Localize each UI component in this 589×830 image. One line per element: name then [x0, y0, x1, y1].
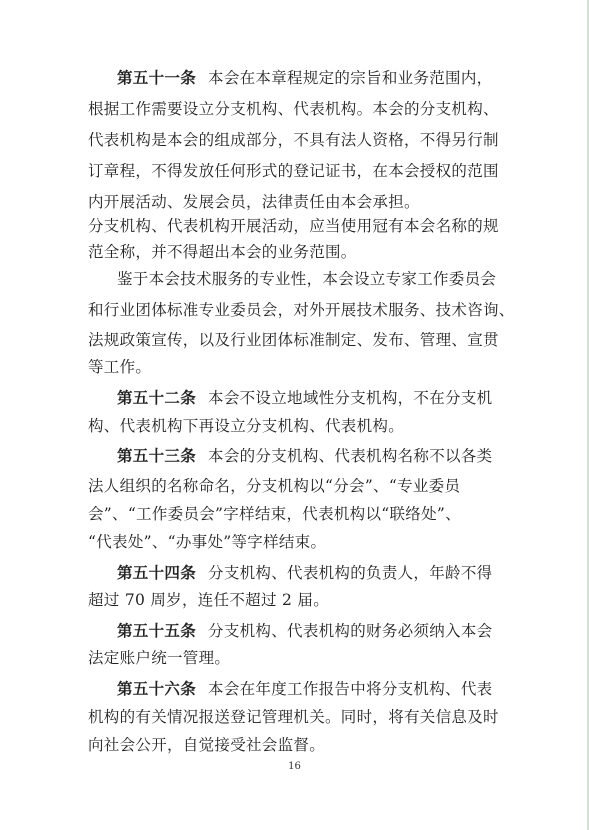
article-54-first-line	[117, 561, 492, 585]
text-line: 和行业团体标准专业委员会，对外开展技术服务、技术咨询、	[88, 301, 515, 319]
text-line: 向社会公开，自觉接受社会监督。	[88, 736, 326, 754]
text-line: 鉴于本会技术服务的专业性，本会设立专家工作委员会	[117, 270, 497, 288]
article-51-first-line	[117, 66, 492, 90]
article-53-first-line	[117, 444, 492, 468]
article-text: 分支机构、代表机构的负责人，年龄不得	[208, 564, 493, 582]
article-heading: 第五十三条	[117, 447, 197, 465]
text-line: 法人组织的名称命名，分支机构以“分会”、“专业委员	[88, 477, 461, 495]
text-line: 范全称，并不得超出本会的业务范围。	[88, 243, 357, 261]
text-line: 机构的有关情况报送登记管理机关。同时，将有关信息及时	[88, 708, 499, 726]
article-heading: 第五十五条	[117, 622, 197, 640]
text-line: “代表处”、“办事处”等字样结束。	[88, 533, 327, 551]
text-line: 代表机构是本会的组成部分，不具有法人资格，不得另行制	[88, 131, 499, 149]
article-heading: 第五十四条	[117, 564, 197, 582]
text-line: 法规政策宣传，以及行业团体标准制定、发布、管理、宣贯	[88, 331, 499, 349]
article-heading: 第五十一条	[117, 69, 197, 87]
text-line: 构、代表机构下再设立分支机构、代表机构。	[88, 417, 405, 435]
article-text: 本会在年度工作报告中将分支机构、代表	[208, 680, 493, 698]
text-line: 超过 70 周岁，连任不超过 2 届。	[88, 591, 329, 609]
text-line: 分支机构、代表机构开展活动，应当使用冠有本会名称的规	[88, 217, 499, 235]
article-heading: 第五十六条	[117, 680, 197, 698]
text-line: 订章程，不得发放任何形式的登记证书，在本会授权的范围	[88, 162, 499, 180]
article-text: 本会不设立地域性分支机构，不在分支机	[208, 389, 493, 407]
text-line: 法定账户统一管理。	[88, 649, 231, 667]
article-text: 本会在本章程规定的宗旨和业务范围内，	[208, 69, 493, 87]
article-56-first-line	[117, 677, 492, 701]
text-line: 会”、“工作委员会”字样结束，代表机构以“联络处”、	[88, 505, 461, 523]
article-text: 分支机构、代表机构的财务必须纳入本会	[208, 622, 493, 640]
article-text: 本会的分支机构、代表机构名称不以各类	[208, 447, 493, 465]
page-number: 16	[288, 761, 301, 772]
article-55-first-line	[117, 619, 492, 643]
text-line: 根据工作需要设立分支机构、代表机构。本会的分支机构、	[88, 100, 499, 118]
text-line: 等工作。	[88, 358, 152, 376]
article-52-first-line	[117, 386, 492, 410]
article-heading: 第五十二条	[117, 389, 197, 407]
text-line: 内开展活动、发展会员，法律责任由本会承担。	[88, 193, 420, 211]
